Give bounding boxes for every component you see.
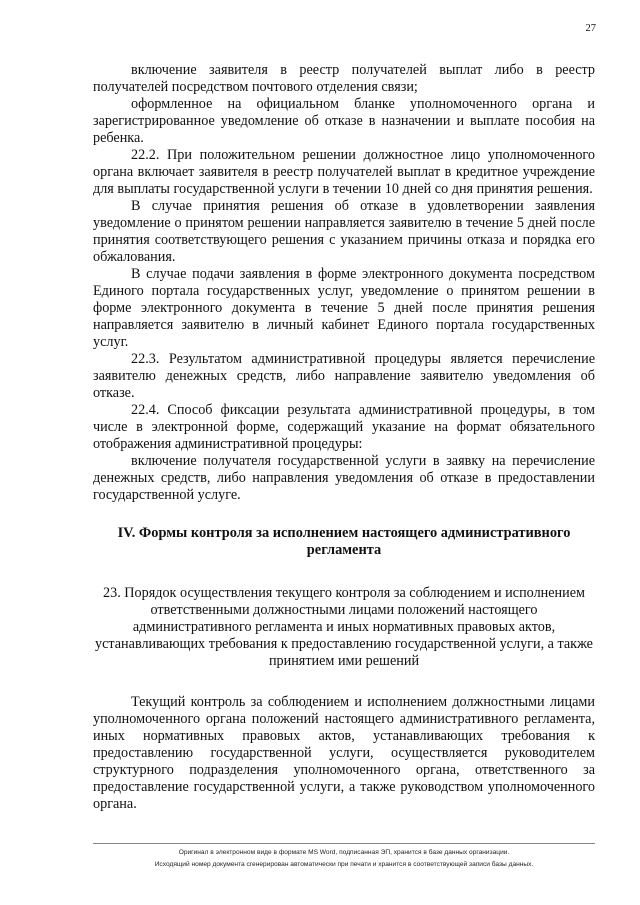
footer-line-original: Оригинал в электронном виде в формате MS Word, подписанная ЭП, хранится в базе данных организации. <box>178 849 510 856</box>
document-body <box>93 62 595 813</box>
section-heading: IV. Формы контроля за исполнением настоящего административного регламента <box>117 525 571 558</box>
paragraph-electronic-application: В случае подачи заявления в форме электронного документа посредством Единого портала государственных услуг, уведомление о принятом решении в форме электронного документа в течение 5 дней после принятия решения направляется заявителю в личный кабинет Единого портала государственных услуг. <box>93 266 595 350</box>
page-footer <box>93 847 595 871</box>
subsection-heading: 23. Порядок осуществления текущего контроля за соблюдением и исполнением ответственными должностными лицами положений настоящего административного регламента и иных нормативных правовых актов, устанавливающих требования к предоставлению государственной услуги, а также принятием ими решений <box>95 585 593 669</box>
paragraph-refusal-notice: оформленное на официальном бланке уполномоченного органа и зарегистрированное уведомление об отказе в назначении и выплате пособия на ребенка. <box>93 96 595 146</box>
paragraph-current-control: Текущий контроль за соблюдением и исполнением должностными лицами уполномоченного органа положений настоящего административного регламента, иных нормативных правовых актов, устанавливающих требования к предоставлению государственной услуги, осуществляется руководителем структурного подразделения уполномоченного органа, ответственного за предоставление государственной услуги, а также руководством уполномоченного органа. <box>93 694 595 812</box>
paragraph-22-2: 22.2. При положительном решении должностное лицо уполномоченного органа включает заявителя в реестр получателей выплат в кредитное учреждение для выплаты государственной услуги в течении 10 дней со дня принятия решения. <box>93 147 595 197</box>
paragraph-registry-inclusion: включение заявителя в реестр получателей выплат либо в реестр получателей посредством почтового отделения связи; <box>93 62 595 95</box>
page-number: 27 <box>585 23 596 34</box>
paragraph-recipient-inclusion: включение получателя государственной услуги в заявку на перечисление денежных средств, либо направления уведомления об отказе в предоставлении государственной услуге. <box>93 453 595 503</box>
footer-divider <box>93 843 595 844</box>
paragraph-22-3: 22.3. Результатом административной процедуры является перечисление заявителю денежных средств, либо направление заявителю уведомления об отказе. <box>93 351 595 401</box>
paragraph-refusal-decision: В случае принятия решения об отказе в удовлетворении заявления уведомление о принятом решении направляется заявителю в течение 5 дней после принятия соответствующего решения с указанием причины отказа и порядка его обжалования. <box>93 198 595 265</box>
footer-line-number: Исходящий номер документа сгенерирован автоматически при печати и хранится в соответствующей записи базы данных. <box>154 861 534 868</box>
paragraph-22-4: 22.4. Способ фиксации результата административной процедуры, в том числе в электронной форме, содержащий указание на формат обязательного отображения административной процедуры: <box>93 402 595 452</box>
